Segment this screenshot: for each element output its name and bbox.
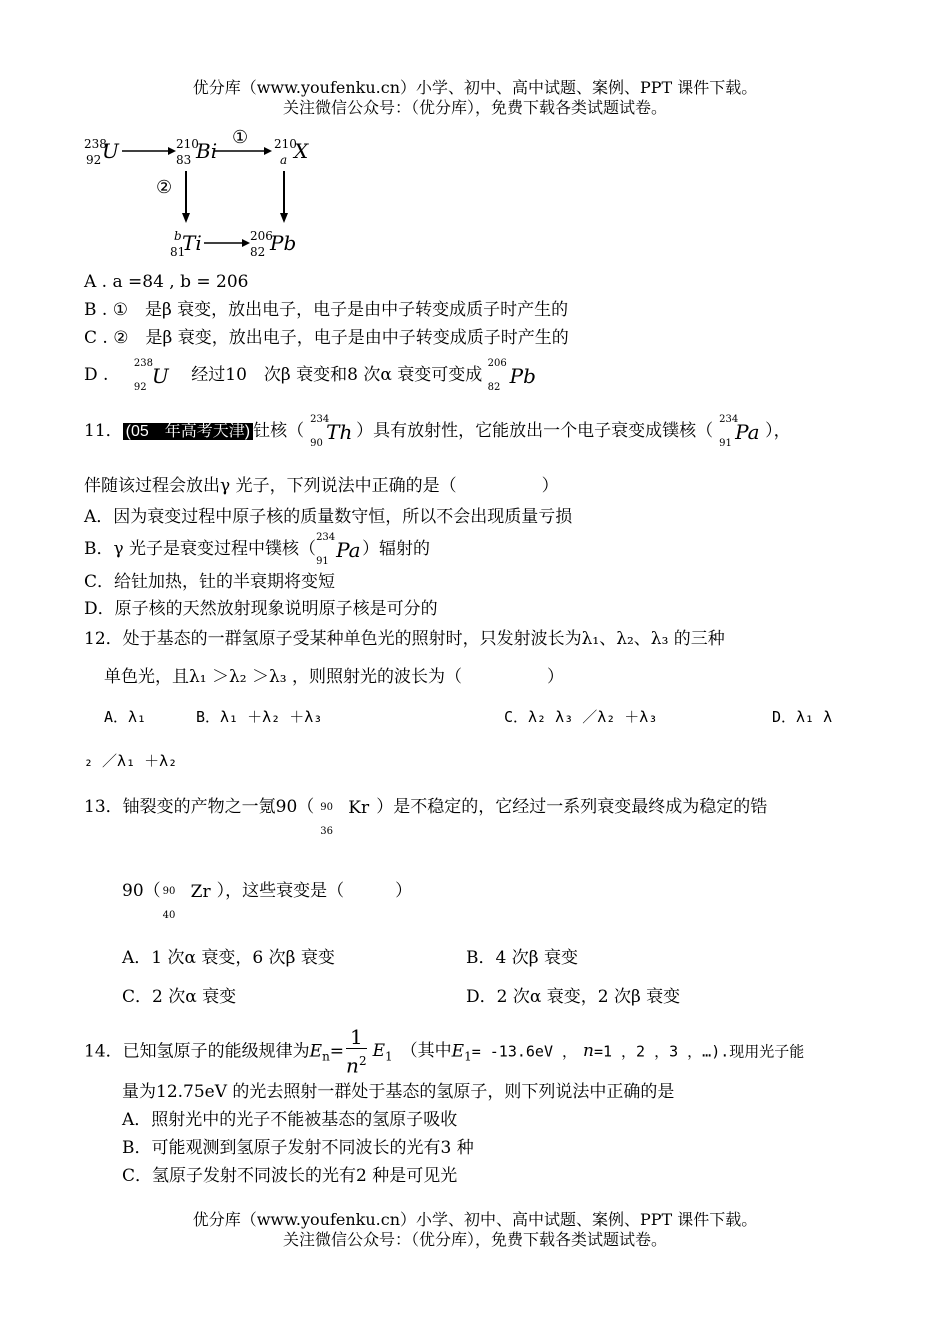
q11-b-text-1: B．γ 光子是衰变过程中镤核（: [84, 539, 317, 559]
q11-number: 11．: [84, 421, 123, 441]
q11-text-1: 钍核（: [253, 421, 305, 441]
q14-option-a: A．照射光中的光子不能被基态的氢原子吸收: [122, 1110, 458, 1130]
q14-text-post2: = -13.6eV ，: [471, 1042, 578, 1061]
q10-option-c: C . ② 是β 衰变，放出电子，电子是由中子转变成质子时产生的: [84, 328, 569, 348]
q13-line-2: [122, 874, 413, 921]
header-line-2: 关注微信公众号：（优分库），免费下载各类试题试卷。: [282, 98, 667, 117]
ti-mass: b: [174, 229, 182, 243]
mark-2: ②: [156, 177, 173, 198]
nuclide-kr90: 90 36 Kr: [320, 797, 370, 837]
q12-line-2: 单色光，且λ₁ ＞λ₂ ＞λ₃ ，则照射光的波长为（ ）: [104, 667, 564, 687]
q14-n-var: n: [583, 1041, 594, 1062]
nuclide-pb206: 206 82 Pb: [487, 357, 536, 393]
pb-num: 82: [250, 245, 266, 259]
bi-sym: Bi: [196, 139, 218, 163]
q10-option-a: A . a =84 , b = 206: [84, 272, 249, 292]
q14-text-post3: =1 ，2 ，3 ，…).现用光子能: [593, 1042, 805, 1061]
q14-fraction: $\frac{1}{n^2}$: [346, 1025, 367, 1078]
q14-text-post: （其中: [400, 1041, 452, 1062]
q13-text-1b: ）是不稳定的，它经过一系列衰变最终成为稳定的锆: [376, 797, 768, 817]
q12-option-c: C．λ₂ λ₃ ／λ₂ ＋λ₃: [504, 708, 658, 726]
q10-d-prefix: D .: [84, 365, 109, 385]
q11-option-b: [84, 532, 430, 567]
q14-option-b: B．可能观测到氢原子发射不同波长的光有3 种: [122, 1138, 474, 1158]
q13-line-1: [84, 790, 768, 837]
q12-option-a: A．λ₁: [104, 708, 147, 726]
q12-option-b: B．λ₁ ＋λ₂ ＋λ₃: [196, 708, 323, 726]
pb-sym: Pb: [270, 231, 297, 255]
ti-sym: Ti: [182, 231, 202, 255]
q11-text-3: ），: [765, 421, 791, 441]
q13-option-a: A．1 次α 衰变，6 次β 衰变: [122, 948, 335, 968]
q14-e1b-sub: 1: [464, 1049, 472, 1064]
q14-line-1: [84, 1026, 804, 1081]
q12-option-d-cont: ₂ ／λ₁ ＋λ₂: [84, 752, 178, 770]
q11-option-d: D．原子核的天然放射现象说明原子核是可分的: [84, 599, 438, 619]
q10-option-d: [84, 358, 540, 393]
bi-mass: 210: [176, 137, 199, 151]
q12-line-1: 12．处于基态的一群氢原子受某种单色光的照射时，只发射波长为λ₁、λ₂、λ₃ 的三种: [84, 629, 725, 649]
bi-num: 83: [176, 153, 192, 167]
q11-option-c: C．给钍加热，钍的半衰期将变短: [84, 572, 336, 592]
x-sym: X: [294, 139, 309, 163]
nuclide-u238: 238 92 U: [133, 357, 169, 393]
q11-line-1: [84, 414, 791, 449]
nuclide-pa234-b: 234 91 Pa: [316, 531, 361, 567]
q12-option-d: D．λ₁ λ: [772, 708, 833, 726]
q13-option-b: B．4 次β 衰变: [466, 948, 578, 968]
q13-text-2a: 90（: [122, 881, 161, 901]
q11-line-2: 伴随该过程会放出γ 光子，下列说法中正确的是（ ）: [84, 476, 559, 496]
footer-line-2: 关注微信公众号：（优分库），免费下载各类试题试卷。: [282, 1230, 667, 1249]
x-num: a: [280, 153, 288, 167]
q13-text-2b: ），这些衰变是（ ）: [216, 881, 413, 901]
q14-e1: E: [372, 1041, 385, 1062]
q14-line-2: 量为12.75eV 的光去照射一群处于基态的氢原子，则下列说法中正确的是: [122, 1082, 675, 1102]
q14-option-c: C．氢原子发射不同波长的光有2 种是可见光: [122, 1166, 458, 1186]
nuclide-th234: 234 90 Th: [310, 413, 353, 449]
x-mass: 210: [274, 137, 297, 151]
q14-text-pre: 14．已知氢原子的能级规律为: [84, 1041, 310, 1062]
q11-b-text-2: ）辐射的: [362, 539, 431, 559]
mark-1: ①: [232, 127, 249, 148]
u-mass: 238: [84, 137, 107, 151]
q14-e1-sub: 1: [385, 1049, 393, 1064]
q11-text-2: ）具有放射性，它能放出一个电子衰变成镤核（: [356, 421, 714, 441]
q14-eq: =: [329, 1041, 345, 1062]
q14-en: E: [309, 1041, 323, 1062]
nuclide-pa234: 234 91 Pa: [719, 413, 760, 449]
pb-mass: 206: [250, 229, 273, 243]
u-num: 92: [86, 153, 102, 167]
u-sym: U: [102, 139, 119, 163]
q14-en-sub: n: [322, 1049, 330, 1064]
footer-line-1: 优分库（www.youfenku.cn）小学、初中、高中试题、案例、PPT 课件下载。: [192, 1210, 758, 1229]
q13-option-d: D．2 次α 衰变，2 次β 衰变: [466, 987, 681, 1007]
ti-num: 81: [170, 245, 186, 259]
q14-e1b: E: [451, 1041, 465, 1062]
q13-text-1a: 13．铀裂变的产物之一氪90（: [84, 797, 315, 817]
q11-source-tag: (05 年高考天津): [123, 423, 253, 440]
nuclide-zr90: 90 40 Zr: [162, 881, 211, 921]
q10-option-b: B . ① 是β 衰变，放出电子，电子是由中子转变成质子时产生的: [84, 300, 569, 320]
header-line-1: 优分库（www.youfenku.cn）小学、初中、高中试题、案例、PPT 课件下载。: [192, 78, 758, 97]
q13-option-c: C．2 次α 衰变: [122, 987, 237, 1007]
q11-option-a: A．因为衰变过程中原子核的质量数守恒，所以不会出现质量亏损: [84, 507, 573, 527]
q10-d-text: 经过10 次β 衰变和8 次α 衰变可变成: [191, 365, 483, 385]
decay-diagram: [84, 125, 324, 260]
